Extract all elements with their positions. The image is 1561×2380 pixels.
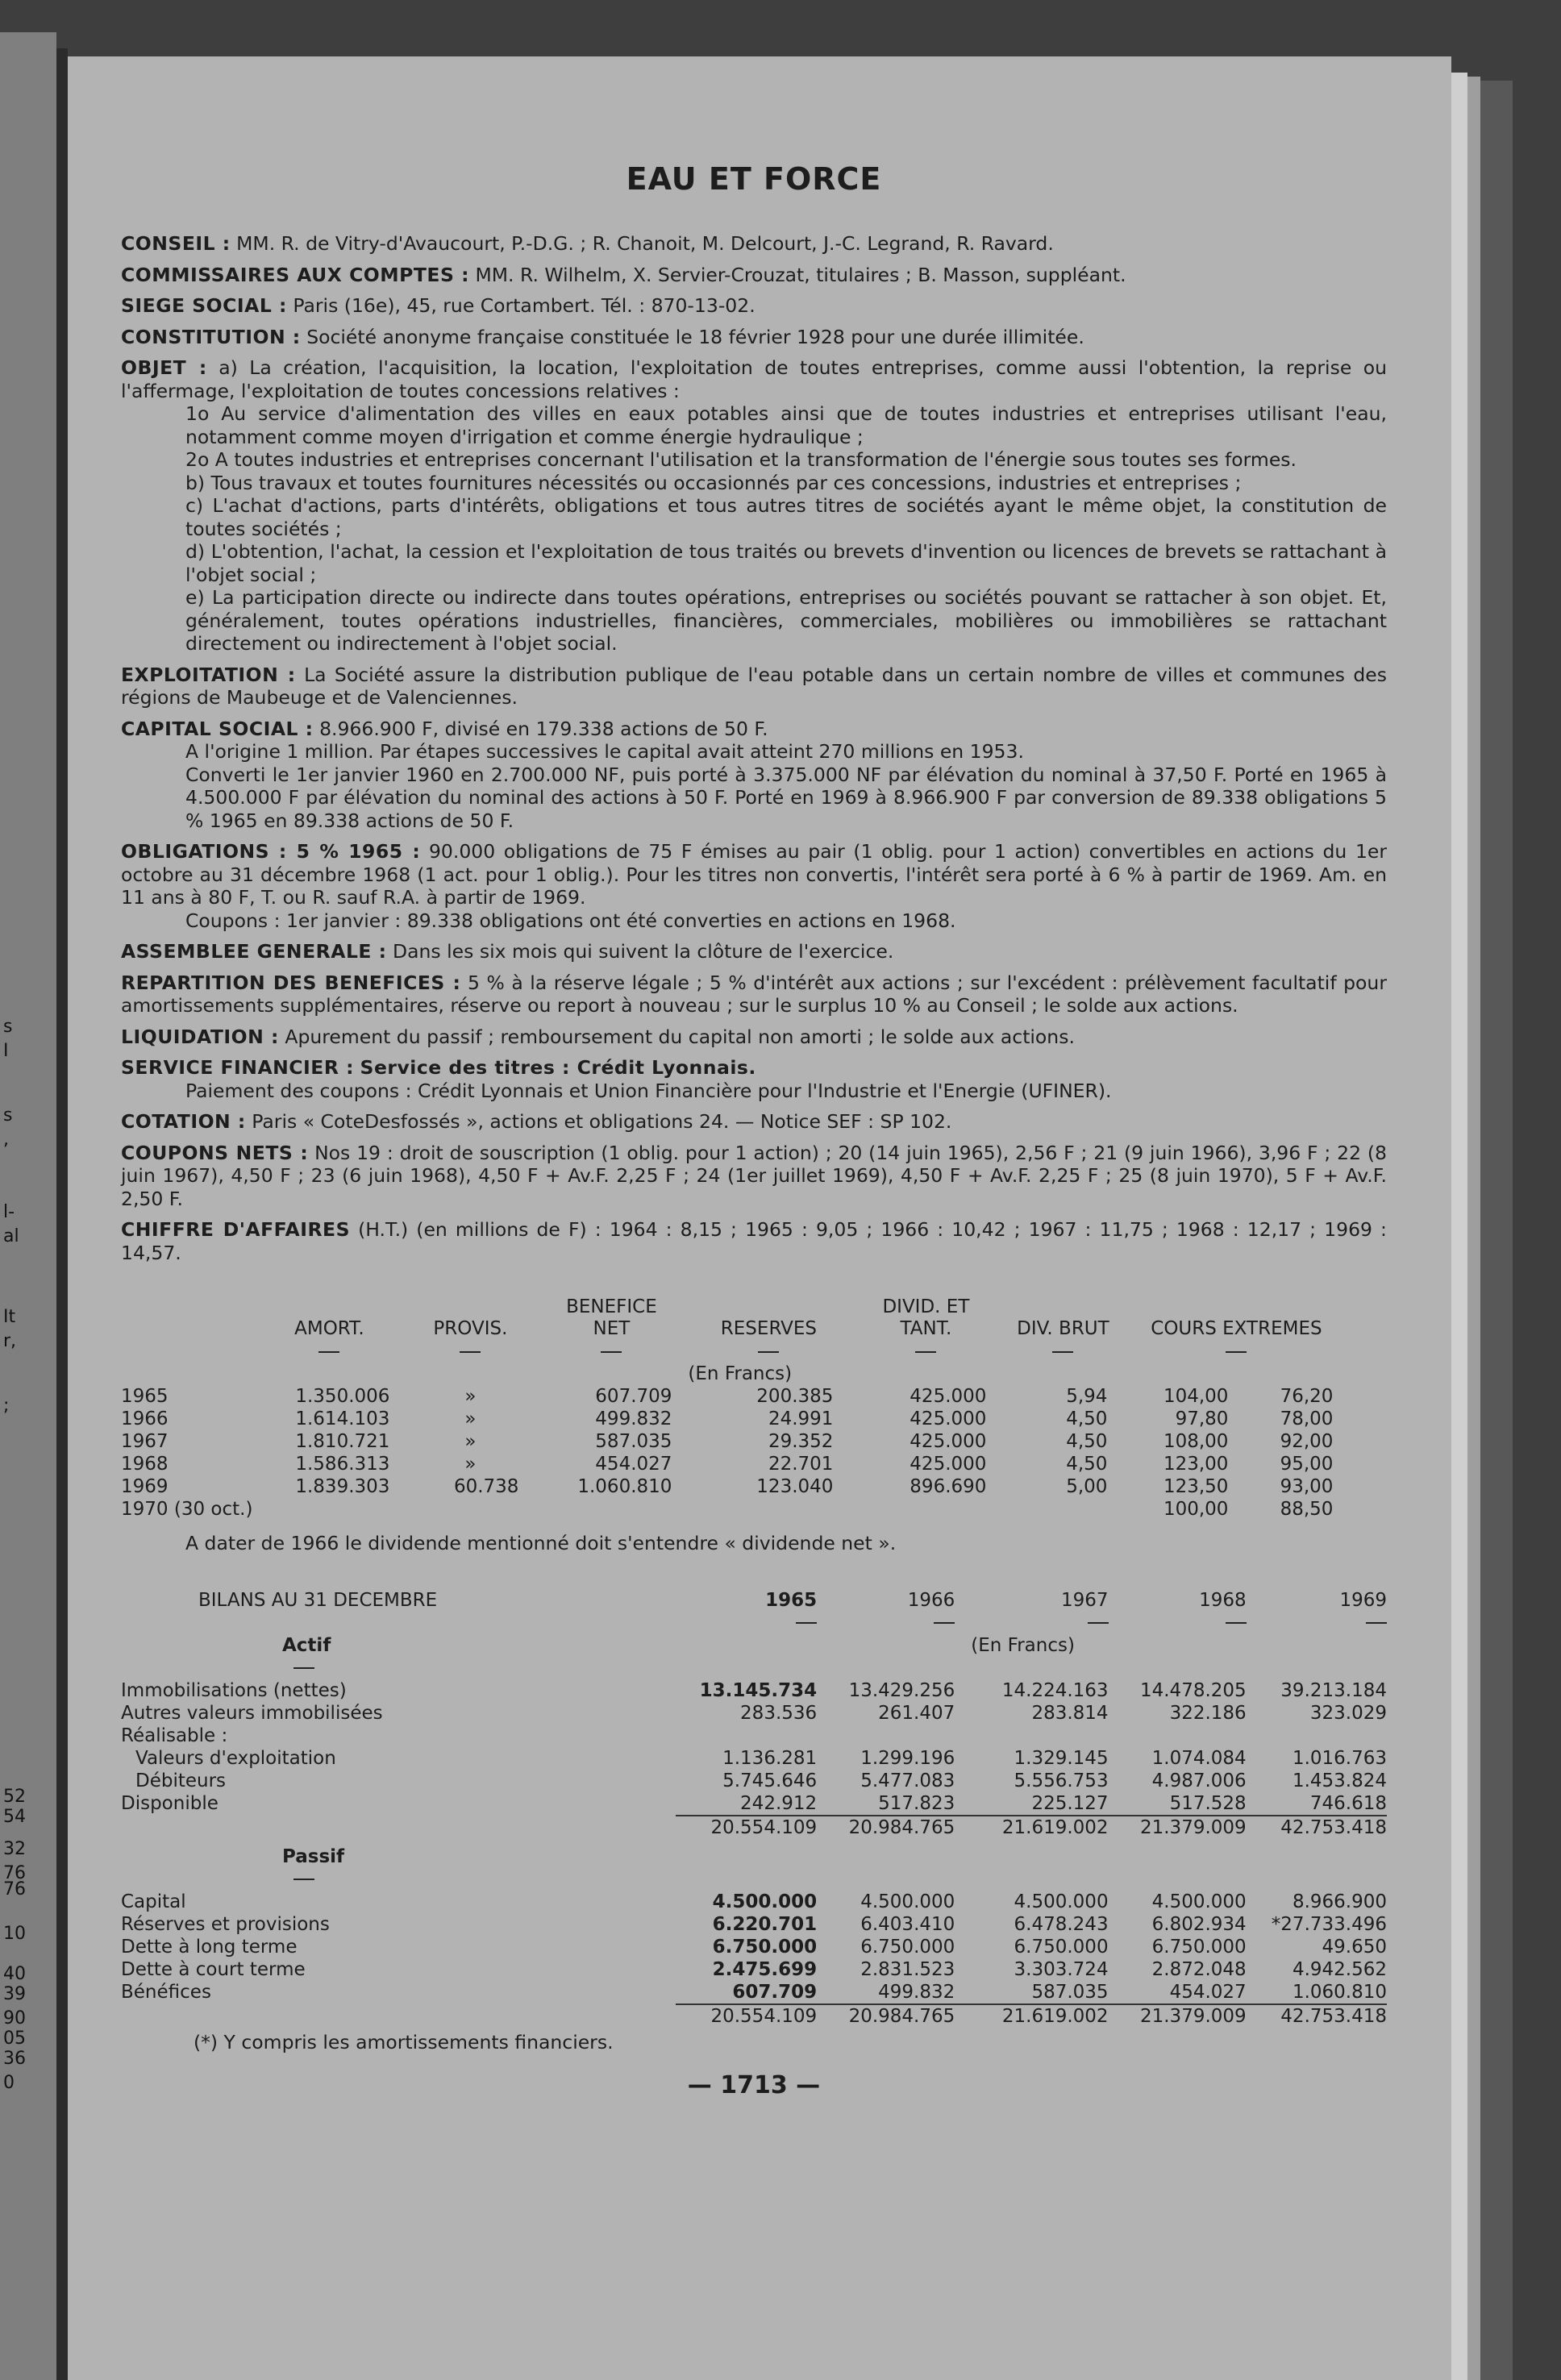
total-cell: 20.554.109 [676, 2004, 817, 2028]
table-cell: 123,50 [1163, 1476, 1229, 1497]
balance-dashes [121, 1612, 1387, 1634]
balance-title: BILANS AU 31 DECEMBRE [198, 1589, 438, 1611]
year-header: 1965 [765, 1589, 818, 1611]
table-cell: 95,00 [1280, 1454, 1334, 1475]
left-fragment: 90 [3, 2008, 26, 2028]
table-cell: 1969 [121, 1476, 169, 1497]
table-cell: » [464, 1454, 477, 1475]
balance-row-label: Immobilisations (nettes) [121, 1679, 347, 1701]
objet-item: 2o A toutes industries et entreprises concernant l'utilisation et la transformation de l'énergie sous toutes ses formes. [185, 448, 1297, 471]
column-header: COURS EXTREMES [1151, 1318, 1322, 1339]
constitution-section [121, 326, 1387, 349]
table-cell: 24.991 [768, 1408, 834, 1429]
table-cell: 1.839.303 [295, 1476, 390, 1497]
cotation-section [121, 1110, 1387, 1134]
table-cell: 425.000 [910, 1454, 987, 1475]
section-label: EXPLOITATION : [121, 663, 296, 686]
actif-dash [121, 1657, 1387, 1679]
table-cell: 499.832 [595, 1408, 672, 1429]
table-cell: » [464, 1386, 477, 1407]
balance-value: 454.027 [1169, 1981, 1247, 2003]
objet-item: b) Tous travaux et toutes fournitures nécessités ou occasionnés par ces concessions, industries et entreprises ; [185, 471, 1242, 494]
page-edge [1467, 77, 1480, 2380]
balance-row-label: Dette à court terme [121, 1958, 306, 1980]
objet-item: e) La participation directe ou indirecte dans toutes opérations, entreprises ou sociétés pouvant se rattacher à son objet. Et, généralement, toutes opérations industrielles, financières, commerciales, mobilières ou immobilières se rattachant directement ou indirectement à l'objet social. [185, 586, 1387, 655]
balance-value: 1.329.145 [1014, 1747, 1109, 1769]
section-label: COMMISSAIRES AUX COMPTES : [121, 263, 469, 286]
table-cell [1002, 1498, 1123, 1521]
balance-value: 49.650 [1322, 1936, 1387, 1958]
objet-item: d) L'obtention, l'achat, la cession et l'exploitation de tous traités ou brevets d'invention ou licences de brevets se rattachant à l'objet social ; [185, 540, 1387, 586]
table-cell: 123,00 [1163, 1454, 1229, 1475]
total-cell: 21.379.009 [1109, 1816, 1247, 1839]
table-row [121, 1498, 1349, 1521]
table-cell: 5,94 [1066, 1386, 1108, 1407]
header-dashes [121, 1340, 1349, 1363]
capital-line: Converti le 1er janvier 1960 en 2.700.000 NF, puis porté à 3.375.000 NF par élévation du nominal à 37,50 F. Porté en 1965 à 4.500.000 F par élévation du nominal des actions à 50 F. Porté en 1969 à 8.966.900 F par conversion de 89.338 obligations 5 % 1965 en 89.338 actions de 50 F. [185, 763, 1387, 832]
section-text: Paris « CoteDesfossés », actions et obligations 24. — Notice SEF : SP 102. [252, 1110, 952, 1133]
balance-row [121, 1679, 1387, 1702]
balance-row [121, 1958, 1387, 1981]
section-text: Nos 19 : droit de souscription (1 oblig. pour 1 action) ; 20 (14 juin 1965), 2,56 F ; 21 (9 juin 1966), 3,96 F ; 22 (8 juin 1967), 4,50 F ; 23 (6 juin 1968), 4,50 F + Av.F. 2,25 F ; 24 (1er juillet 1969), 4,50 F + Av.F. 2,25 F ; 25 (8 juin 1970), 5 F + Av.F. 2,50 F. [121, 1141, 1387, 1210]
table-cell: » [464, 1408, 477, 1429]
left-fragment: I [3, 1041, 9, 1061]
table-cell: 1.810.721 [295, 1431, 390, 1452]
table-cell [252, 1498, 406, 1521]
section-text: MM. R. Wilhelm, X. Servier-Crouzat, titulaires ; B. Masson, suppléant. [475, 263, 1126, 286]
table-cell: 454.027 [595, 1454, 672, 1475]
section-text: Paris (16e), 45, rue Cortambert. Tél. : 870-13-02. [293, 294, 756, 317]
balance-value: 6.478.243 [1014, 1913, 1109, 1935]
left-page-edge [0, 32, 56, 2380]
table-header [121, 1296, 1349, 1340]
balance-value: 13.429.256 [848, 1679, 955, 1701]
section-label: CONSTITUTION : [121, 325, 301, 348]
section-text: 5 % à la réserve légale ; 5 % d'intérêt aux actions ; sur l'excédent : prélèvement facultatif pour amortissements supplémentaires, réserve ou report à nouveau ; sur le surplus 10 % au Conseil ; le solde aux actions. [121, 971, 1387, 1017]
balance-value: 322.186 [1169, 1702, 1247, 1724]
balance-value: 39.213.184 [1280, 1679, 1387, 1701]
section-text: Service des titres : Crédit Lyonnais. [360, 1056, 756, 1079]
balance-value: 1.074.084 [1151, 1747, 1247, 1769]
table-cell: 97,80 [1175, 1408, 1229, 1429]
table-cell: 1.614.103 [295, 1408, 390, 1429]
balance-row [121, 1792, 1387, 1816]
left-fragment: al [3, 1226, 19, 1246]
section-label: COTATION : [121, 1110, 246, 1133]
balance-row [121, 1747, 1387, 1770]
table-row [121, 1453, 1349, 1475]
table-cell: 4,50 [1066, 1454, 1108, 1475]
section-text: (H.T.) (en millions de F) : 1964 : 8,15 ; 1965 : 9,05 ; 1966 : 10,42 ; 1967 : 11,75 ; 1968 : 12,17 ; 1969 : 14,57. [121, 1218, 1387, 1264]
balance-value: 3.303.724 [1014, 1958, 1109, 1980]
table-row [121, 1385, 1349, 1408]
balance-value: *27.733.496 [1271, 1913, 1387, 1935]
service-section [121, 1056, 1387, 1102]
section-text: Dans les six mois qui suivent la clôture de l'exercice. [393, 940, 894, 963]
section-text: Apurement du passif ; remboursement du capital non amorti ; le solde aux actions. [285, 1025, 1075, 1048]
unit-row [121, 1363, 1349, 1385]
left-fragment: 40 [3, 1964, 26, 1984]
column-header: DIVID. ET TANT. [882, 1296, 970, 1339]
table-cell: 100,00 [1163, 1499, 1229, 1520]
table-cell [849, 1498, 1002, 1521]
section-label: OBJET : [121, 356, 207, 379]
balance-value: 2.872.048 [1151, 1958, 1247, 1980]
balance-value: 2.475.699 [712, 1958, 818, 1980]
balance-row [121, 1936, 1387, 1958]
commissaires-section [121, 264, 1387, 287]
left-page-fragments [0, 32, 56, 2380]
table-cell: 104,00 [1163, 1386, 1229, 1407]
balance-row-label: Capital [121, 1891, 186, 1912]
balance-row [121, 1702, 1387, 1725]
table-cell: 22.701 [768, 1454, 834, 1475]
balance-value [1109, 1725, 1247, 1747]
total-cell: 42.753.418 [1247, 2004, 1387, 2028]
objet-section [121, 356, 1387, 655]
dividend-note: A dater de 1966 le dividende mentionné doit s'entendre « dividende net ». [185, 1532, 897, 1554]
balance-value: 6.403.410 [860, 1913, 955, 1935]
balance-value: 4.500.000 [860, 1891, 955, 1912]
year-header: 1966 [907, 1589, 955, 1611]
balance-value [955, 1725, 1108, 1747]
table-cell: 60.738 [453, 1476, 519, 1497]
left-fragment: 76 [3, 1863, 26, 1883]
balance-row [121, 1913, 1387, 1936]
objet-item: c) L'achat d'actions, parts d'intérêts, obligations et tous autres titres de sociétés ayant le même objet, la constitution de toutes sociétés ; [185, 494, 1387, 540]
table-cell: 76,20 [1280, 1386, 1334, 1407]
section-label: COUPONS NETS : [121, 1141, 309, 1164]
objet-item: 1o Au service d'alimentation des villes en eaux potables ainsi que de toutes industries et entreprises utilisant l'eau, notamment comme moyen d'irrigation et comme énergie hydraulique ; [185, 402, 1387, 448]
page-edge [1451, 73, 1467, 2380]
table-cell [406, 1498, 535, 1521]
section-label: OBLIGATIONS : 5 % 1965 : [121, 840, 421, 863]
balance-value: 14.224.163 [1001, 1679, 1109, 1701]
balance-value [676, 1725, 817, 1747]
passif-dash [121, 1868, 1387, 1891]
balance-row-label: Bénéfices [121, 1982, 211, 2003]
balance-value: 4.942.562 [1292, 1958, 1387, 1980]
balance-value: 323.029 [1309, 1702, 1387, 1724]
year-header: 1969 [1339, 1589, 1387, 1611]
table-cell: 425.000 [910, 1431, 987, 1452]
balance-row-label: Valeurs d'exploitation [135, 1747, 336, 1769]
table-cell: 1965 [121, 1386, 169, 1407]
left-fragment: l- [3, 1202, 15, 1222]
table-cell: 1966 [121, 1408, 169, 1429]
balance-value: 5.745.646 [722, 1770, 818, 1791]
balance-value: 6.750.000 [712, 1936, 818, 1958]
table-cell: 425.000 [910, 1386, 987, 1407]
left-fragment: 0 [3, 2073, 15, 2093]
table-cell: 4,50 [1066, 1431, 1108, 1452]
table-cell: 1968 [121, 1454, 169, 1475]
balance-value: 4.500.000 [1151, 1891, 1247, 1912]
table-cell: 587.035 [595, 1431, 672, 1452]
left-fragment: 52 [3, 1787, 26, 1807]
service-line: Paiement des coupons : Crédit Lyonnais et Union Financière pour l'Industrie et l'Energie (UFINER). [185, 1079, 1112, 1102]
section-label: SERVICE FINANCIER : [121, 1056, 355, 1079]
balance-value [1247, 1725, 1387, 1747]
table-cell: 425.000 [910, 1408, 987, 1429]
total-cell: 21.379.009 [1109, 2004, 1247, 2028]
balance-value: 1.453.824 [1292, 1770, 1387, 1791]
table-cell: 88,50 [1280, 1499, 1334, 1520]
balance-value: 6.750.000 [1014, 1936, 1109, 1958]
balance-value: 4.500.000 [712, 1891, 818, 1912]
section-text: 90.000 obligations de 75 F émises au pair (1 oblig. pour 1 action) convertibles en actions du 1er octobre au 31 décembre 1968 (1 act. pour 1 oblig.). Pour les titres non convertis, l'intérêt sera porté à 6 % à partir de 1969. Am. en 11 ans à 80 F, T. ou R. sauf R.A. à partir de 1969. [121, 840, 1388, 909]
liquidation-section [121, 1026, 1387, 1049]
balance-value: 5.556.753 [1014, 1770, 1109, 1791]
balance-value: 261.407 [878, 1702, 955, 1724]
balance-value: 746.618 [1309, 1792, 1387, 1814]
table-cell: 108,00 [1163, 1431, 1229, 1452]
balance-row [121, 1725, 1387, 1747]
coupons-section [121, 1142, 1387, 1211]
actif-total-row [121, 1816, 1387, 1839]
table-cell: 123.040 [756, 1476, 834, 1497]
passif-label: Passif [282, 1845, 345, 1867]
section-label: CAPITAL SOCIAL : [121, 717, 314, 740]
total-cell: 20.984.765 [817, 1816, 955, 1839]
section-text: La Société assure la distribution publique de l'eau potable dans un certain nombre de villes et communes des régions de Maubeuge et de Valenciennes. [121, 663, 1387, 709]
balance-value: 225.127 [1031, 1792, 1109, 1814]
book-page [68, 56, 1451, 2380]
balance-value [817, 1725, 955, 1747]
total-cell: 42.753.418 [1247, 1816, 1387, 1839]
balance-value: 1.016.763 [1292, 1747, 1387, 1769]
year-header: 1967 [1061, 1589, 1109, 1611]
table-cell: 1970 (30 oct.) [121, 1499, 253, 1520]
left-fragment: 36 [3, 2049, 26, 2069]
obligations-section [121, 840, 1387, 932]
table-cell: 93,00 [1280, 1476, 1334, 1497]
column-header: RESERVES [720, 1318, 818, 1339]
table-cell: » [464, 1431, 477, 1452]
balance-value: 1.136.281 [722, 1747, 818, 1769]
left-fragment: 32 [3, 1839, 26, 1859]
balance-value: 4.987.006 [1151, 1770, 1247, 1791]
left-fragment: r, [3, 1331, 17, 1351]
balance-value: 587.035 [1031, 1981, 1109, 2003]
left-fragment: 05 [3, 2028, 26, 2049]
table-cell: 92,00 [1280, 1431, 1334, 1452]
table-cell: 896.690 [910, 1476, 987, 1497]
balance-value: 607.709 [732, 1981, 818, 2003]
balance-value: 283.536 [740, 1702, 818, 1724]
capital-line: A l'origine 1 million. Par étapes successives le capital avait atteint 270 millions en 1953. [185, 740, 1024, 763]
balance-value: 6.220.701 [712, 1913, 818, 1935]
balance-value: 242.912 [740, 1792, 818, 1814]
table-cell: 607.709 [595, 1386, 672, 1407]
balance-header [121, 1589, 1387, 1612]
left-fragment: 54 [3, 1807, 26, 1827]
balance-value: 499.832 [878, 1981, 955, 2003]
balance-sheet-table [121, 1589, 1387, 2028]
balance-row [121, 1981, 1387, 2004]
table-row [121, 1475, 1349, 1498]
passif-total-row [121, 2004, 1387, 2028]
unit-label: (En Francs) [971, 1634, 1075, 1656]
balance-value: 5.477.083 [860, 1770, 955, 1791]
balance-value: 1.299.196 [860, 1747, 955, 1769]
left-fragment: ; [3, 1396, 10, 1416]
table-cell: 200.385 [756, 1386, 834, 1407]
left-fragment: s [3, 1017, 13, 1037]
left-fragment: 76 [3, 1879, 26, 1899]
left-fragment: 10 [3, 1924, 26, 1944]
balance-value: 6.750.000 [1151, 1936, 1247, 1958]
total-cell: 20.554.109 [676, 1816, 817, 1839]
section-label: SIEGE SOCIAL : [121, 294, 287, 317]
balance-value: 8.966.900 [1292, 1891, 1387, 1912]
page-edge [1480, 81, 1513, 2380]
left-fragment: , [3, 1130, 9, 1150]
column-header: DIV. BRUT [1017, 1318, 1109, 1339]
table-cell: 29.352 [768, 1431, 834, 1452]
siege-section [121, 294, 1387, 318]
capital-section [121, 718, 1387, 833]
table-cell: 78,00 [1280, 1408, 1334, 1429]
balance-value: 1.060.810 [1292, 1981, 1387, 2003]
total-cell: 20.984.765 [817, 2004, 955, 2028]
section-text: 8.966.900 F, divisé en 179.338 actions de 50 F. [319, 717, 768, 740]
balance-value: 14.478.205 [1139, 1679, 1247, 1701]
section-label: REPARTITION DES BENEFICES : [121, 971, 461, 994]
balance-row-label: Autres valeurs immobilisées [121, 1702, 383, 1724]
balance-value: 2.831.523 [860, 1958, 955, 1980]
balance-row-label: Réserves et provisions [121, 1913, 330, 1935]
page-content [121, 161, 1387, 2098]
left-fragment: 39 [3, 1984, 26, 2004]
conseil-section [121, 232, 1387, 256]
chiffre-section [121, 1218, 1387, 1264]
table-cell: 5,00 [1066, 1476, 1108, 1497]
column-header [121, 1296, 252, 1340]
total-cell: 21.619.002 [955, 2004, 1108, 2028]
section-label: CONSEIL : [121, 232, 231, 255]
book-gutter [56, 48, 68, 2380]
column-header: AMORT. [294, 1318, 364, 1339]
balance-footnote: (*) Y compris les amortissements financiers. [194, 2030, 614, 2053]
section-text: a) La création, l'acquisition, la location, l'exploitation de toutes entreprises, comme aussi l'obtention, la reprise ou l'affermage, l'exploitation de toutes concessions relatives : [121, 356, 1387, 402]
table-cell [688, 1498, 849, 1521]
balance-row-label: Débiteurs [135, 1770, 227, 1791]
table-cell: 1967 [121, 1431, 169, 1452]
balance-value: 13.145.734 [699, 1679, 818, 1701]
page-title: EAU ET FORCE [626, 161, 882, 197]
repartition-section [121, 972, 1387, 1017]
table-row [121, 1430, 1349, 1453]
unit-label: (En Francs) [688, 1363, 793, 1384]
balance-row [121, 1891, 1387, 1913]
section-label: CHIFFRE D'AFFAIRES [121, 1218, 351, 1241]
total-cell: 21.619.002 [955, 1816, 1108, 1839]
balance-value: 517.528 [1169, 1792, 1247, 1814]
table-cell: 1.586.313 [295, 1454, 390, 1475]
column-header: BENEFICE NET [566, 1296, 657, 1339]
balance-row-label: Disponible [121, 1793, 219, 1814]
left-fragment: It [3, 1307, 16, 1327]
page-number: — 1713 — [687, 2071, 821, 2099]
table-cell: 4,50 [1066, 1408, 1108, 1429]
column-header: PROVIS. [433, 1318, 508, 1339]
dividend-table [121, 1296, 1349, 1521]
actif-label: Actif [282, 1634, 331, 1656]
balance-value: 517.823 [878, 1792, 955, 1814]
section-label: ASSEMBLEE GENERALE : [121, 940, 387, 963]
passif-heading [121, 1839, 1387, 1868]
balance-value: 283.814 [1031, 1702, 1109, 1724]
table-row [121, 1408, 1349, 1430]
section-label: LIQUIDATION : [121, 1025, 279, 1048]
balance-value: 4.500.000 [1014, 1891, 1109, 1912]
assemblee-section [121, 940, 1387, 963]
table-cell [535, 1498, 688, 1521]
balance-row-label: Réalisable : [121, 1725, 228, 1746]
section-text: Société anonyme française constituée le 18 février 1928 pour une durée illimitée. [306, 325, 1084, 348]
left-fragment: s [3, 1105, 13, 1126]
table-cell: 1.350.006 [295, 1386, 390, 1407]
balance-row-label: Dette à long terme [121, 1936, 298, 1958]
exploitation-section [121, 664, 1387, 709]
table-cell: 1.060.810 [577, 1476, 672, 1497]
balance-row [121, 1770, 1387, 1792]
balance-value: 6.750.000 [860, 1936, 955, 1958]
actif-heading [121, 1634, 1387, 1657]
obligations-line: Coupons : 1er janvier : 89.338 obligations ont été converties en actions en 1968. [185, 909, 956, 932]
year-header: 1968 [1199, 1589, 1247, 1611]
balance-value: 6.802.934 [1151, 1913, 1247, 1935]
section-text: MM. R. de Vitry-d'Avaucourt, P.-D.G. ; R. Chanoit, M. Delcourt, J.-C. Legrand, R. Ravard. [236, 232, 1054, 255]
